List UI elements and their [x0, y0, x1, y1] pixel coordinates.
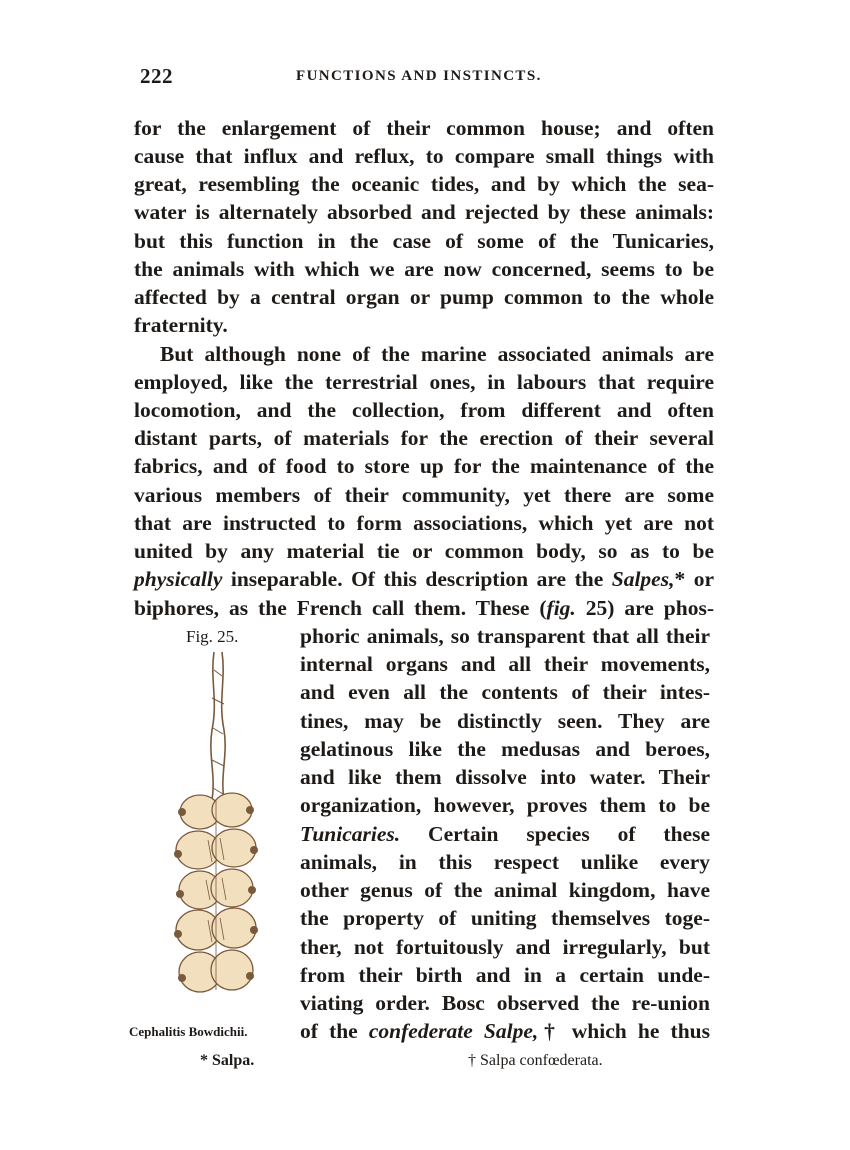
text-line: [300, 1017, 710, 1045]
italic-text: fig.: [546, 596, 576, 620]
figure-caption: Cephalitis Bowdichii.: [129, 1024, 248, 1039]
footnote-salpa: * Salpa.: [200, 1052, 255, 1069]
text-line: internal organs and all their movements,: [300, 652, 710, 676]
text-line: but this function in the case of some of the Tunicaries,: [134, 229, 714, 253]
salp-chain-illustration: [170, 650, 270, 1020]
text-line: and even all the contents of their intes-: [300, 680, 710, 704]
text-line: ther, not fortuitously and irregularly, but: [300, 935, 710, 959]
italic-text: Tunicaries.: [300, 822, 401, 846]
text-line: united by any material tie or common body, so as to be: [134, 539, 714, 563]
text-line: the property of uniting themselves toge-: [300, 906, 710, 930]
italic-text: confederate Salpe,: [368, 1019, 539, 1043]
text-run: of the: [300, 1019, 369, 1043]
footnote-salpa-confoederata: † Salpa confœderata.: [468, 1052, 603, 1069]
text-line: for the enlargement of their common house; and often: [134, 116, 714, 140]
text-line: [134, 594, 714, 622]
text-line: affected by a central organ or pump common to the whole: [134, 285, 714, 309]
text-line: animals, in this respect unlike every: [300, 850, 710, 874]
text-run: biphores, as the French call them. These (: [134, 596, 547, 620]
text-line: the animals with which we are now concerned, seems to be: [134, 257, 714, 281]
text-line: phoric animals, so transparent that all their: [300, 624, 710, 648]
text-line: locomotion, and the collection, from different and often: [134, 398, 714, 422]
running-head: FUNCTIONS AND INSTINCTS.: [296, 68, 542, 84]
text-line: other genus of the animal kingdom, have: [300, 878, 710, 902]
text-line: organization, however, proves them to be: [300, 793, 710, 817]
salp-stalk: [211, 652, 225, 800]
text-line: various members of their community, yet there are some: [134, 483, 714, 507]
text-run: * or: [674, 567, 714, 591]
text-run: inseparable. Of this description are the: [222, 567, 612, 591]
text-line: But although none of the marine associated animals are: [160, 342, 714, 366]
text-line: gelatinous like the medusas and beroes,: [300, 737, 710, 761]
page-number: 222: [140, 64, 173, 88]
text-line: fraternity.: [134, 313, 228, 337]
text-line: distant parts, of materials for the erection of their several: [134, 426, 714, 450]
text-run: † which he thus: [538, 1019, 710, 1043]
text-run: Certain species of these: [400, 822, 710, 846]
text-line: employed, like the terrestrial ones, in labours that require: [134, 370, 714, 394]
text-line: fabrics, and of food to store up for the maintenance of the: [134, 454, 714, 478]
text-line: and like them dissolve into water. Their: [300, 765, 710, 789]
text-line: cause that influx and reflux, to compare small things with: [134, 144, 714, 168]
text-line: [300, 820, 710, 848]
text-line: water is alternately absorbed and rejected by these animals:: [134, 200, 714, 224]
text-line: that are instructed to form associations, which yet are not: [134, 511, 714, 535]
text-line: viating order. Bosc observed the re-union: [300, 991, 710, 1015]
italic-text: Salpes,: [611, 567, 675, 591]
text-line: from their birth and in a certain unde-: [300, 963, 710, 987]
text-run: 25) are phos-: [575, 596, 714, 620]
text-line: tines, may be distinctly seen. They are: [300, 709, 710, 733]
italic-text: physically: [134, 567, 223, 591]
text-line: great, resembling the oceanic tides, and by which the sea-: [134, 172, 714, 196]
text-line: [134, 565, 714, 593]
figure-label: Fig. 25.: [186, 627, 239, 646]
